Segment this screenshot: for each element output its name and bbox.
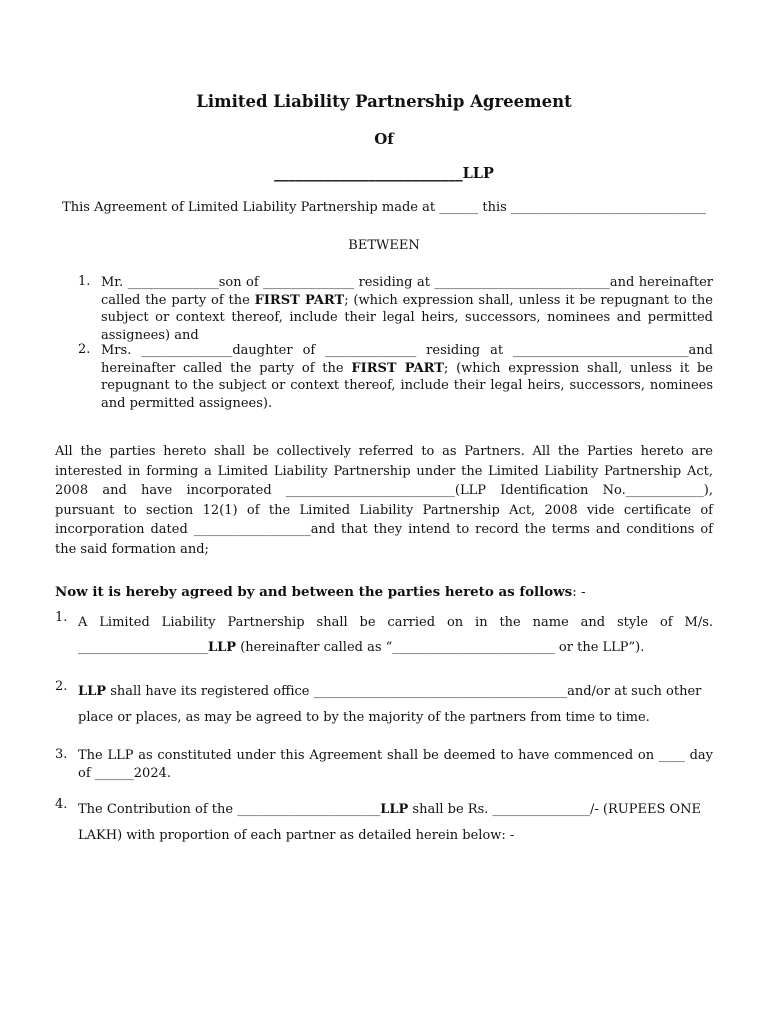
agreement-heading-tail: : - xyxy=(572,585,586,600)
party-1-text: Mr. ______________son of ______________ residing at ___________________________and hereinafter called the party of the xyxy=(101,275,713,308)
clause-4-bold: LLP xyxy=(380,802,409,817)
party-2-number: 2. xyxy=(78,342,91,357)
party-1-tail: ; (which expression shall, unless it be repugnant to the subject or context thereof, include their legal heirs, successors, nominees and permitted assignees) and xyxy=(101,292,713,343)
clause-2-number: 2. xyxy=(55,679,68,694)
clause-1-paragraph xyxy=(78,610,713,660)
clause-3-number: 3. xyxy=(55,747,68,762)
clause-3-paragraph: The LLP as constituted under this Agreement shall be deemed to have commenced on ____ day of ______2024. xyxy=(78,748,713,781)
party-1-number: 1. xyxy=(78,274,91,289)
clause-2-bold: LLP xyxy=(78,684,107,699)
clause-4-tail: shall be Rs. _______________/- (RUPEES ONE LAKH) with proportion of each partner as detailed herein below: - xyxy=(78,802,702,843)
clause-2-paragraph xyxy=(78,679,713,731)
party-2-text: Mrs. ______________daughter of ______________ residing at ___________________________and hereinafter called the party of the xyxy=(101,343,713,376)
clause-1-number: 1. xyxy=(55,610,68,625)
clause-1-tail: (hereinafter called as “_________________________ or the LLP”). xyxy=(236,640,645,655)
document-title: Limited Liability Partnership Agreement xyxy=(196,92,572,111)
made-at-line: This Agreement of Limited Liability Partnership made at ______ this ______________________________ xyxy=(62,200,706,215)
clause-1-text: A Limited Liability Partnership shall be carried on in the name and style of M/s. ____________________ xyxy=(78,615,713,655)
clause-2-tail: shall have its registered office _______________________________________and/or at such other place or places, as may be agreed to by the majority of the partners from time to time. xyxy=(78,684,702,725)
clause-4-paragraph xyxy=(78,797,713,849)
agreement-heading xyxy=(55,584,585,600)
party-2-bold: FIRST PART xyxy=(351,360,444,376)
between-heading: BETWEEN xyxy=(348,238,420,253)
document-of: Of xyxy=(374,130,394,148)
clause-4-text: The Contribution of the ______________________ xyxy=(78,802,381,817)
llp-name-line: __________________________LLP xyxy=(274,165,494,182)
party-1-bold: FIRST PART xyxy=(254,292,345,308)
clause-1-bold: LLP xyxy=(208,640,237,655)
party-2-paragraph xyxy=(101,342,713,412)
party-1-paragraph xyxy=(101,274,713,344)
clause-4-number: 4. xyxy=(55,797,68,812)
agreement-heading-bold: Now it is hereby agreed by and between the parties hereto as follows xyxy=(55,584,573,600)
party-2-tail: ; (which expression shall, unless it be repugnant to the subject or context thereof, include their legal heirs, successors, nominees and permitted assignees). xyxy=(101,360,713,411)
all-parties-paragraph: All the parties hereto shall be collectively referred to as Partners. All the Parties hereto are interested in forming a Limited Liability Partnership under the Limited Liability Partnership Act, 2008 and have incorporated __________________________(LLP Identification No.____________), pursuant to section 12(1) of the Limited Liability Partnership Act, 2008 vide certificate of incorporation dated __________________and that they intend to record the terms and conditions of the said formation and; xyxy=(55,444,713,557)
